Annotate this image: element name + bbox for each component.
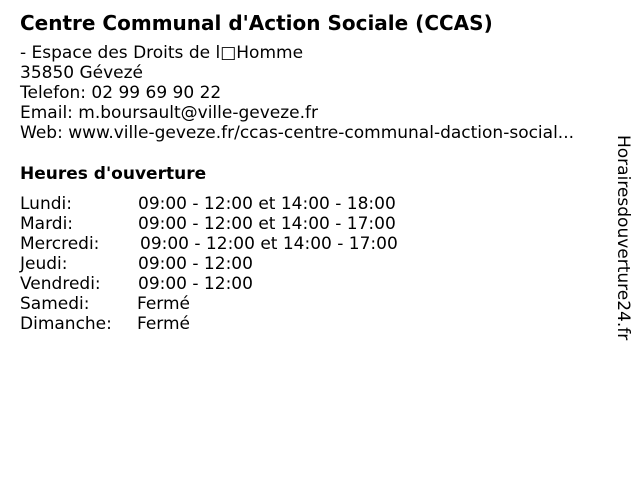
- web-line: Web: www.ville-geveze.fr/ccas-centre-communal-daction-social...: [20, 123, 575, 143]
- address-city: 35850 Gévezé: [20, 63, 144, 83]
- day-label: Vendredi:: [20, 274, 101, 294]
- day-hours: 09:00 - 12:00 et 14:00 - 18:00: [138, 194, 396, 214]
- contact-block: [20, 43, 574, 143]
- phone-line: Telefon: 02 99 69 90 22: [20, 83, 222, 103]
- day-label: Mardi:: [20, 214, 74, 234]
- day-hours: 09:00 - 12:00 et 14:00 - 17:00: [138, 214, 396, 234]
- day-hours: Fermé: [137, 314, 191, 334]
- day-hours: Fermé: [137, 294, 191, 314]
- day-hours: 09:00 - 12:00: [138, 254, 253, 274]
- day-label: Lundi:: [20, 194, 72, 214]
- day-hours: 09:00 - 12:00: [138, 274, 253, 294]
- page-title: Centre Communal d'Action Sociale (CCAS): [20, 11, 493, 35]
- day-label: Mercredi:: [20, 234, 100, 254]
- email-line: Email: m.boursault@ville-geveze.fr: [20, 103, 319, 123]
- day-label: Samedi:: [20, 294, 90, 314]
- day-label: Jeudi:: [20, 254, 68, 274]
- day-hours: 09:00 - 12:00 et 14:00 - 17:00: [140, 234, 398, 254]
- watermark-text: Horairesdouverture24.fr: [613, 135, 633, 341]
- address-street: - Espace des Droits de l□Homme: [20, 43, 304, 63]
- hours-heading: Heures d'ouverture: [20, 164, 207, 184]
- day-label: Dimanche:: [20, 314, 112, 334]
